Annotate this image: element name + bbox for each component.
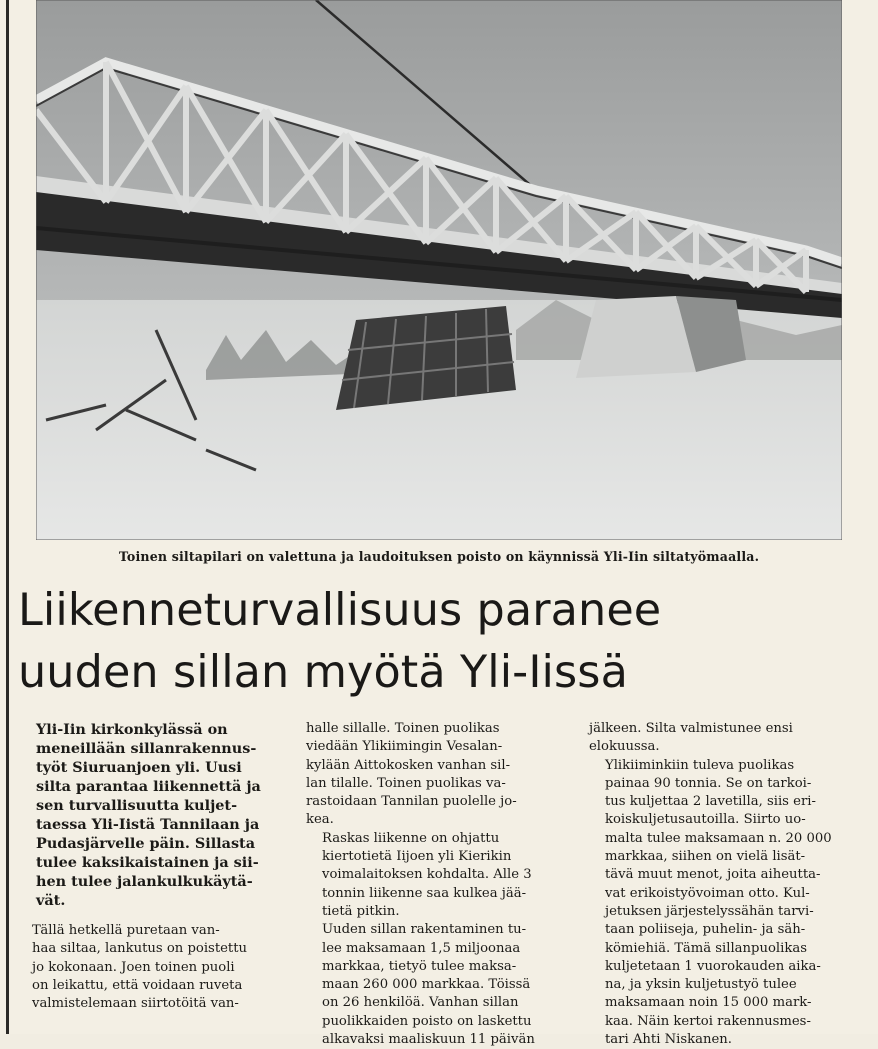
article-line: kea.: [306, 812, 334, 828]
body-paragraph: [306, 720, 580, 830]
article-column-3: [589, 720, 867, 1049]
article-line: Ylikiiminkiin tuleva puolikas: [605, 757, 795, 773]
article-line: meneillään sillanrakennus-: [36, 740, 257, 757]
bridge-construction-photo: [36, 0, 842, 540]
article-line: vat erikoistyövoiman otto. Kul-: [605, 885, 810, 901]
article-line: maan 260 000 markkaa. Töissä: [322, 977, 531, 993]
article-line: puolikkaiden poisto on laskettu: [322, 1013, 532, 1029]
article-line: on 26 henkilöä. Vanhan sillan: [322, 995, 519, 1011]
article-line: kaa. Näin kertoi rakennusmes-: [605, 1013, 811, 1029]
article-line: jälkeen. Silta valmistunee ensi: [589, 721, 793, 736]
headline-line-1: Liikenneturvallisuus paranee: [18, 585, 662, 636]
headline: [18, 580, 868, 710]
lead-paragraph: [16, 720, 288, 910]
photo-caption: Toinen siltapilari on valettuna ja laudoituksen poisto on käynnissä Yli-Iin siltatyömaalla.: [118, 549, 760, 564]
body-paragraph: [16, 922, 288, 1013]
article-line: tävä muut menot, joita aiheutta-: [605, 867, 821, 883]
article-line: Yli-Iin kirkonkylässä on: [36, 721, 228, 738]
article-line: lan tilalle. Toinen puolikas va-: [306, 775, 506, 791]
article-line: kiertotietä Iijoen yli Kierikin: [322, 849, 512, 865]
article-line: tari Ahti Niskanen.: [605, 1032, 732, 1048]
article-line: tonnin liikenne saa kulkea jää-: [322, 885, 527, 901]
article-line: tus kuljettaa 2 lavetilla, siis eri-: [605, 794, 816, 810]
article-line: malta tulee maksamaan n. 20 000: [605, 830, 832, 846]
article-line: hen tulee jalankulkukäytä-: [36, 873, 253, 890]
bridge-photo-icon: [36, 0, 842, 540]
article-line: Pudasjärvelle päin. Sillasta: [36, 835, 256, 852]
article-line: taessa Yli-Iistä Tannilaan ja: [36, 816, 260, 833]
article-line: jetuksen järjestelyssähän tarvi-: [605, 903, 814, 919]
article-line: maksamaan noin 15 000 mark-: [605, 995, 812, 1011]
article-line: rastoidaan Tannilan puolelle jo-: [306, 794, 517, 810]
body-paragraph: [306, 921, 580, 1049]
column-rule: [6, 0, 9, 1034]
article-line: viedään Ylikiimingin Vesalan-: [306, 739, 503, 755]
article-column-2: [306, 720, 580, 1049]
article-line: elokuussa.: [589, 739, 660, 755]
article-line: kuljetetaan 1 vuorokauden aika-: [605, 958, 821, 974]
body-paragraph: [589, 720, 867, 757]
article-line: on leikattu, että voidaan ruveta: [32, 977, 243, 993]
article-line: vät.: [36, 892, 66, 909]
article-line: painaa 90 tonnia. Se on tarkoi-: [605, 775, 812, 791]
article-line: jo kokonaan. Joen toinen puoli: [32, 959, 235, 975]
article-line: halle sillalle. Toinen puolikas: [306, 721, 500, 736]
article-line: kömiehiä. Tämä sillanpuolikas: [605, 940, 807, 956]
article-line: Raskas liikenne on ohjattu: [322, 830, 500, 846]
article-line: tietä pitkin.: [322, 903, 400, 919]
body-paragraph: [306, 830, 580, 921]
article-line: markkaa, tietyö tulee maksa-: [322, 958, 517, 974]
body-paragraph: [589, 757, 867, 1049]
article-line: kylään Aittokosken vanhan sil-: [306, 757, 511, 773]
headline-line-2: uuden sillan myötä Yli-Iissä: [18, 647, 628, 698]
article-column-1: [16, 720, 288, 1013]
article-line: haa siltaa, lankutus on poistettu: [32, 941, 248, 957]
article-line: silta parantaa liikennettä ja: [36, 778, 261, 795]
article-line: taan poliiseja, puhelin- ja säh-: [605, 922, 806, 938]
article-line: markkaa, siihen on vielä lisät-: [605, 849, 806, 865]
article-line: Uuden sillan rakentaminen tu-: [322, 922, 527, 938]
article-line: alkavaksi maaliskuun 11 päivän: [322, 1032, 535, 1048]
article-line: lee maksamaan 1,5 miljoonaa: [322, 940, 521, 956]
article-line: voimalaitoksen kohdalta. Alle 3: [322, 867, 532, 883]
article-line: Tällä hetkellä puretaan van-: [32, 923, 220, 938]
article-line: na, ja yksin kuljetustyö tulee: [605, 977, 797, 993]
article-line: työt Siuruanjoen yli. Uusi: [36, 759, 242, 776]
article-line: tulee kaksikaistainen ja sii-: [36, 854, 259, 871]
article-line: valmistelemaan siirtotöitä van-: [32, 996, 239, 1012]
article-line: koiskuljetusautoilla. Siirto uo-: [605, 812, 806, 828]
article-line: sen turvallisuutta kuljet-: [36, 797, 238, 814]
